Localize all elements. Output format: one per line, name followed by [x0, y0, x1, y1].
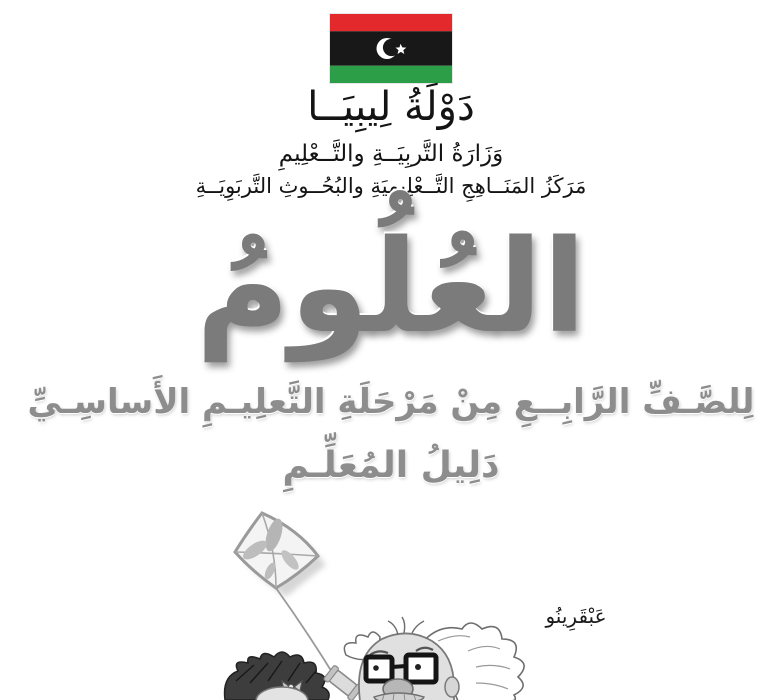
book-title: العُلُومُ: [195, 213, 587, 362]
grade-subtitle: لِلصَّـفِّ الرَّابِــعِ مِنْ مَرْحَلَةِ التَّعلِيـمِ الأَساسِـيِّ: [27, 382, 755, 422]
curricula-center-line: مَرَكَزُ المَنَــاهِجِ التَّــعْلِيمِيَةِ والبُحُــوثِ التَّربَوِيَــةِ: [195, 174, 587, 198]
flag-red-stripe: [330, 14, 452, 31]
scientist-character: [344, 617, 524, 700]
character-name-label: عَبْقَرِينُو: [545, 604, 607, 628]
teacher-guide-subtitle: دَلِيلُ المُعَلِّـمِ: [282, 445, 500, 486]
cover-illustration: [170, 505, 650, 700]
country-title: دَوْلَةُ لِيبِيَــا: [307, 84, 475, 130]
libya-flag: [330, 14, 452, 83]
ministry-line: وَزَارَةُ التَّربِيَــةِ والتَّــعْلِيمِ: [278, 141, 504, 167]
child-character: [225, 652, 330, 700]
flag-green-stripe: [330, 66, 452, 83]
